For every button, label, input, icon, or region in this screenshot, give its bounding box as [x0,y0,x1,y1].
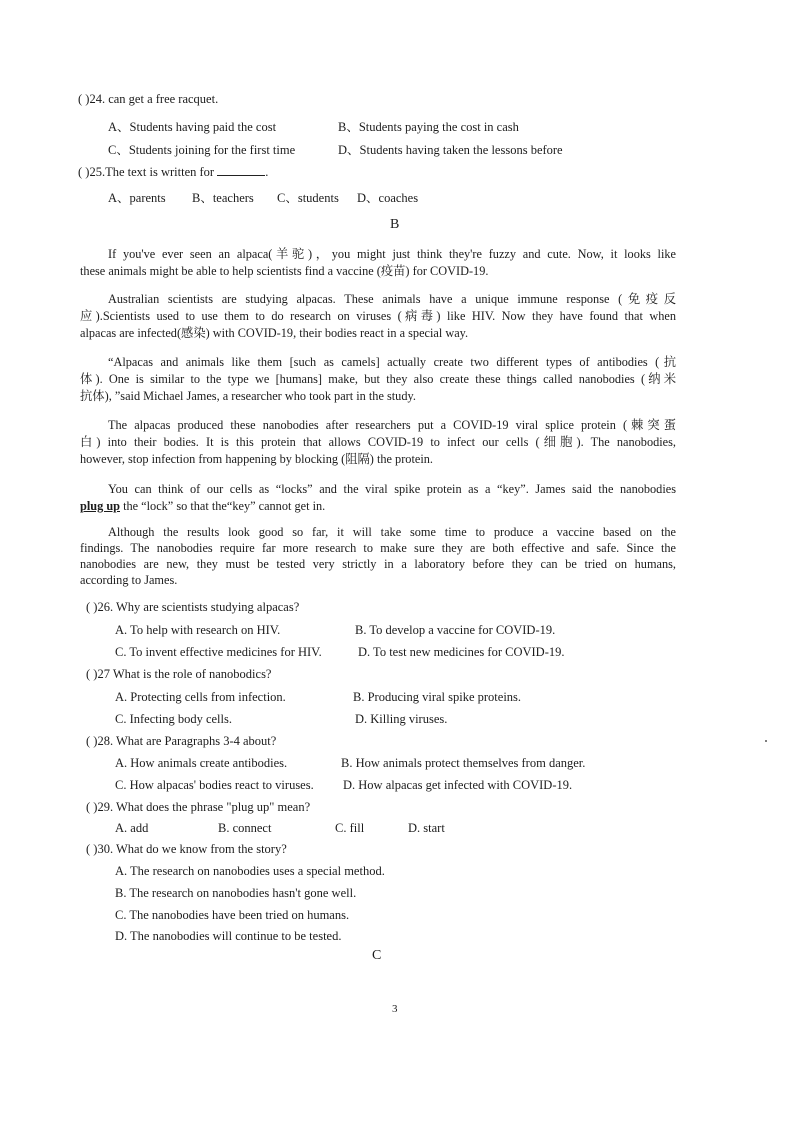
paragraph-line: Although the results look good so far, it will take some time to produce a vaccine based on the [108,525,676,539]
question-24-option-a: A、Students having paid the cost [108,120,277,134]
question-25-option-c: C、students [277,191,339,205]
question-28-option-a: A. How animals create antibodies. [115,756,288,770]
paragraph-line: You can think of our cells as “locks” and the viral spike protein as a “key”. James said the nanobodies [108,482,676,496]
question-27-option-a: A. Protecting cells from infection. [115,690,286,704]
question-28-stem: ( )28. What are Paragraphs 3-4 about? [86,734,277,748]
section-c-heading: C [372,948,382,963]
question-29-option-a: A. add [115,821,149,835]
passage-paragraph-6 [80,524,676,588]
passage-paragraph-1 [80,246,676,280]
passage-paragraph-5 [80,481,676,515]
question-29-option-c: C. fill [335,821,365,835]
paragraph-line: If you've ever seen an alpaca(羊驼)，you might just think they're fuzzy and cute. Now, it looks like [108,247,676,261]
paragraph-line-rest: the “lock” so that the“key” cannot get in. [120,499,326,513]
paragraph-line: 抗体), ”said Michael James, a researcher who took part in the study. [80,389,416,403]
passage-paragraph-2 [80,291,676,342]
paragraph-line: however, stop infection from happening by blocking (阻隔) the protein. [80,452,433,466]
question-30-option-b: B. The research on nanobodies hasn't gone well. [115,886,357,900]
paragraph-line: alpacas are infected(感染) with COVID-19, their bodies react in a special way. [80,326,469,340]
question-28-option-d: D. How alpacas get infected with COVID-19. [343,778,573,792]
plug-up-phrase: plug up [80,499,120,513]
paragraph-line [80,498,676,515]
question-25-stem-text: ( )25.The text is written for [78,165,215,179]
question-27-option-b: B. Producing viral spike proteins. [353,690,522,704]
question-29-option-b: B. connect [218,821,272,835]
section-b-heading: B [390,217,400,232]
question-30-option-a: A. The research on nanobodies uses a special method. [115,864,385,878]
scan-speck [765,740,767,742]
question-28-option-c: C. How alpacas' bodies react to viruses. [115,778,314,792]
question-26-option-d: D. To test new medicines for COVID-19. [358,645,565,659]
question-25-option-d: D、coaches [357,191,419,205]
paragraph-line: 白) into their bodies. It is this protein that allows COVID-19 to infect our cells (细胞). The nanobodies, [80,435,676,449]
page-number: 3 [392,1003,398,1015]
question-25-stem: ( )25.The text is written for . [78,165,269,179]
paragraph-line: nanobodies are new, they must be tested very strictly in a laboratory before they can be tried on humans, [80,557,676,571]
question-27-option-d: D. Killing viruses. [355,712,448,726]
question-26-stem: ( )26. Why are scientists studying alpacas? [86,600,300,614]
question-26-option-a: A. To help with research on HIV. [115,623,281,637]
question-30-stem: ( )30. What do we know from the story? [86,842,287,856]
paragraph-line: 应).Scientists used to use them to do research on viruses (病毒) like HIV. Now they have found that when [80,309,676,323]
question-24-option-c: C、Students joining for the first time [108,143,296,157]
paragraph-line: “Alpacas and animals like them [such as camels] actually create two different types of antibodies (抗 [108,355,676,369]
paragraph-line: findings. The nanobodies require far more research to make sure they are both effective and safe. Since the [80,541,676,555]
question-26-option-b: B. To develop a vaccine for COVID-19. [355,623,556,637]
answer-blank [217,163,265,176]
question-24-option-d: D、Students having taken the lessons before [338,143,563,157]
question-26-option-c: C. To invent effective medicines for HIV. [115,645,322,659]
paragraph-line: Australian scientists are studying alpacas. These animals have a unique immune response (免疫反 [108,292,676,306]
question-28-option-b: B. How animals protect themselves from danger. [341,756,586,770]
paragraph-line: 体). One is similar to the type we [humans] make, but they also create these things called nanobodies (纳米 [80,372,676,386]
question-25-option-b: B、teachers [192,191,254,205]
question-24-stem: ( )24. can get a free racquet. [78,92,219,106]
question-24-option-b: B、Students paying the cost in cash [338,120,519,134]
question-29-option-d: D. start [408,821,445,835]
passage-paragraph-3 [80,354,676,405]
question-27-stem: ( )27 What is the role of nanobodics? [86,667,272,681]
paragraph-line: The alpacas produced these nanobodies after researchers put a COVID-19 viral splice protein (棘突蛋 [108,418,676,432]
question-27-option-c: C. Infecting body cells. [115,712,232,726]
paragraph-line: according to James. [80,573,178,587]
question-29-stem: ( )29. What does the phrase "plug up" mean? [86,800,311,814]
question-25-option-a: A、parents [108,191,166,205]
passage-paragraph-4 [80,417,676,468]
question-30-option-d: D. The nanobodies will continue to be tested. [115,929,342,943]
question-30-option-c: C. The nanobodies have been tried on humans. [115,908,350,922]
paragraph-line: these animals might be able to help scientists find a vaccine (疫苗) for COVID-19. [80,264,489,278]
